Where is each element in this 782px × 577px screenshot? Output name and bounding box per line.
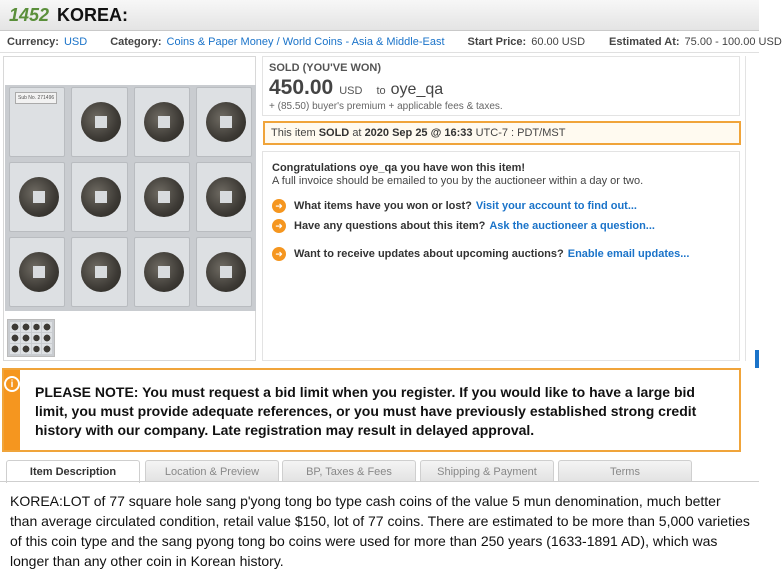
sold-at-banner: [263, 121, 741, 145]
tab-item-description[interactable]: Item Description: [6, 460, 140, 483]
info-question: Have any questions about this item?: [294, 220, 486, 232]
start-price-label: Start Price:: [467, 35, 527, 48]
lot-number: 1452: [9, 4, 50, 25]
cash-coin: [144, 102, 184, 142]
info-icon: i: [4, 376, 20, 392]
thumb-coin: [10, 333, 20, 343]
lot-main-image[interactable]: [5, 85, 256, 311]
buyers-premium-note: + (85.50) buyer's premium + applicable fees & taxes.: [269, 101, 503, 112]
coin-sleeve: [71, 237, 127, 307]
coin-sleeve: [196, 87, 252, 157]
side-panel-tab[interactable]: [755, 350, 759, 368]
lot-image-panel: [3, 56, 256, 361]
thumb-coin: [42, 333, 52, 343]
info-question: Want to receive updates about upcoming auctions?: [294, 248, 564, 260]
thumb-coin: [32, 333, 42, 343]
sold-at-sold-word: SOLD: [318, 127, 350, 139]
tab-divider: [0, 481, 759, 482]
coin-sleeve: [71, 87, 127, 157]
coin-sleeve: [134, 237, 190, 307]
notice-text: PLEASE NOTE: You must request a bid limit when you register. If you would like to have a large bid limit, you must provide adequate references, or you must have previously established strong credit history with our company. Late registration may result in delayed approval.: [35, 384, 697, 438]
thumb-coin: [10, 322, 20, 332]
item-description: KOREA:LOT of 77 square hole sang p'yong tong bo type cash coins of the value 5 mun denomination, much better than average circulated condition, retail value $150, lot of 77 coins. There are estimated to be more than 5,000 varieties of this coin type and the sang pyong tong bo coins were used for more than 250 years (1633-1891 AD), which was longer than any other coin in Korean history.: [10, 493, 750, 569]
coin-sleeve: [134, 87, 190, 157]
estimated-label: Estimated At:: [609, 35, 680, 48]
thumb-coin: [42, 344, 52, 354]
congrats-panel: [262, 151, 740, 361]
winner-username: oye_qa: [390, 81, 444, 98]
bid-limit-notice: [2, 368, 741, 452]
coin-sleeve: [134, 162, 190, 232]
sold-datetime: 2020 Sep 25 @ 16:33: [364, 127, 473, 139]
cash-coin: [144, 177, 184, 217]
sold-price: 450.00: [269, 76, 334, 99]
cash-coin: [19, 177, 59, 217]
coin-sleeve-row: [5, 162, 256, 234]
tab-location-preview[interactable]: Location & Preview: [145, 460, 279, 482]
cash-coin: [81, 177, 121, 217]
sold-at-at-word: at: [352, 127, 362, 139]
sold-currency: USD: [339, 85, 363, 97]
tab-terms[interactable]: Terms: [558, 460, 692, 482]
coin-sleeve-row: [5, 237, 256, 309]
notice-icon-column: [4, 370, 20, 450]
cash-coin: [144, 252, 184, 292]
coin-sleeve: [9, 237, 65, 307]
thumb-coin: [21, 333, 31, 343]
info-row-updates: [272, 247, 730, 261]
start-price-value: 60.00 USD: [531, 35, 586, 48]
arrow-right-icon: ➜: [272, 219, 286, 233]
cash-coin: [206, 252, 246, 292]
category-link[interactable]: Coins & Paper Money / World Coins - Asia & Middle-East: [166, 35, 445, 48]
tab-shipping-payment[interactable]: Shipping & Payment: [420, 460, 554, 482]
cash-coin: [206, 177, 246, 217]
item-tabs: [6, 460, 751, 482]
cash-coin: [81, 252, 121, 292]
arrow-right-icon: ➜: [272, 199, 286, 213]
lot-title: KOREA:: [57, 4, 129, 25]
thumb-coin: [42, 322, 52, 332]
thumb-coin: [10, 344, 20, 354]
ask-auctioneer-link[interactable]: Ask the auctioneer a question...: [489, 220, 655, 232]
inventory-tag: Sub No. 271496: [15, 92, 57, 104]
side-panel-edge: [745, 56, 759, 361]
thumb-coin: [32, 322, 42, 332]
tab-bp-taxes-fees[interactable]: BP, Taxes & Fees: [282, 460, 416, 482]
lot-title-bar: [0, 0, 759, 31]
cash-coin: [19, 252, 59, 292]
thumb-coin: [21, 322, 31, 332]
coin-sleeve: [196, 162, 252, 232]
sold-timezone: UTC-7 : PDT/MST: [475, 127, 566, 139]
congrats-title: Congratulations oye_qa you have won this item!: [272, 162, 526, 174]
category-label: Category:: [110, 35, 162, 48]
coin-sleeve: [9, 162, 65, 232]
coin-sleeve: [196, 237, 252, 307]
coin-sleeve: [71, 162, 127, 232]
sold-status-label: SOLD (YOU'VE WON): [269, 62, 382, 74]
info-row-account: [272, 199, 730, 213]
lot-thumbnail[interactable]: [7, 319, 55, 357]
info-row-question: [272, 219, 730, 233]
cash-coin: [81, 102, 121, 142]
currency-link[interactable]: USD: [63, 35, 88, 48]
thumb-coin: [32, 344, 42, 354]
to-label: to: [376, 85, 386, 97]
currency-label: Currency:: [7, 35, 59, 48]
visit-account-link[interactable]: Visit your account to find out...: [475, 200, 637, 212]
enable-email-updates-link[interactable]: Enable email updates...: [567, 248, 690, 260]
coin-sleeve: [9, 87, 65, 157]
lot-meta-row: [0, 31, 782, 53]
sold-summary: [262, 56, 740, 116]
info-question: What items have you won or lost?: [294, 200, 472, 212]
cash-coin: [206, 102, 246, 142]
thumb-coin: [21, 344, 31, 354]
coin-sleeve-row: [5, 87, 256, 159]
congrats-subtitle: A full invoice should be emailed to you by the auctioneer within a day or two.: [272, 175, 644, 187]
arrow-right-icon: ➜: [272, 247, 286, 261]
estimated-value: 75.00 - 100.00 USD: [684, 35, 782, 48]
sold-at-prefix: This item: [271, 127, 316, 139]
